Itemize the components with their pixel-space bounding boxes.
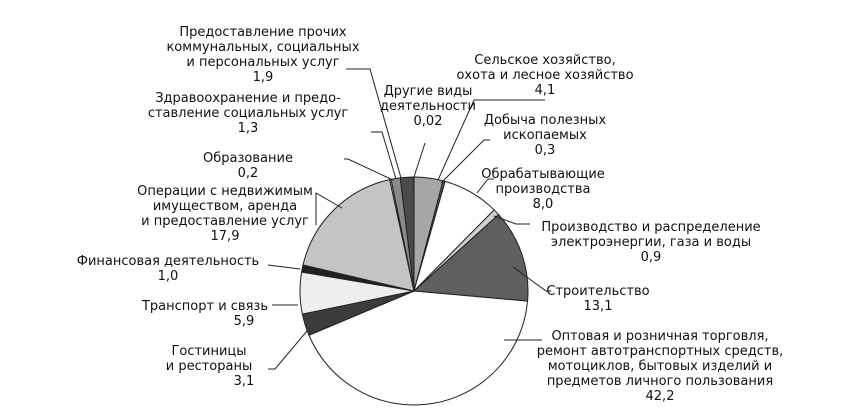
slice-value-8: 1,0 <box>157 269 179 284</box>
slice-label-line: электроэнергии, газа и воды <box>550 235 752 250</box>
slice-value-11: 1,3 <box>237 121 259 136</box>
slice-value-12: 1,9 <box>252 70 274 85</box>
slice-label-line: ремонт автотранспортных средств, <box>536 344 784 359</box>
slice-value-7: 5,9 <box>233 314 255 329</box>
slice-label-4 <box>546 284 649 299</box>
leader-line-13 <box>414 143 425 177</box>
slice-value-10: 0,2 <box>237 166 259 181</box>
slice-label-line: Обрабатывающие <box>481 167 605 182</box>
slice-label-line: коммунальных, социальных <box>166 40 360 55</box>
slice-label-9 <box>137 184 313 229</box>
slice-label-line: Образование <box>203 151 293 166</box>
slice-label-line: Сельское хозяйство, <box>474 53 616 68</box>
slice-label-11 <box>148 91 349 121</box>
slice-label-line: Оптовая и розничная торговля, <box>551 329 769 344</box>
slice-label-13 <box>380 84 476 114</box>
slice-label-2 <box>481 167 605 197</box>
slice-value-9: 17,9 <box>210 229 240 244</box>
slice-label-line: Операции с недвижимым <box>137 184 313 199</box>
slice-label-line: и рестораны <box>165 359 253 374</box>
slice-label-line: Гостиницы <box>171 344 247 359</box>
slice-label-line: Добыча полезных <box>483 113 607 128</box>
slice-label-line: мотоциклов, бытовых изделий и <box>547 359 773 374</box>
slice-label-line: Производство и распределение <box>541 220 761 235</box>
slice-label-line: Другие виды <box>383 84 473 99</box>
slice-label-line: ископаемых <box>503 128 587 143</box>
slice-label-10 <box>203 151 293 166</box>
leader-line-6 <box>268 331 307 369</box>
slice-label-line: Строительство <box>546 284 650 299</box>
slice-label-line: Финансовая деятельность <box>76 254 260 269</box>
slice-value-1: 0,3 <box>534 143 556 158</box>
pie-slices <box>300 177 528 405</box>
slice-label-3 <box>541 220 760 250</box>
slice-label-line: и персональных услуг <box>186 55 340 70</box>
slice-label-line: производства <box>495 182 591 197</box>
slice-label-5 <box>537 329 784 389</box>
slice-label-1 <box>484 113 607 143</box>
leader-line-10 <box>344 159 393 180</box>
slice-value-2: 8,0 <box>532 197 554 212</box>
slice-value-5: 42,2 <box>645 389 675 404</box>
slice-label-line: Здравоохранение и предо- <box>155 91 341 106</box>
slice-value-6: 3,1 <box>233 374 255 389</box>
slice-value-13: 0,02 <box>413 114 443 129</box>
slice-label-12 <box>166 25 359 70</box>
slice-value-0: 4,1 <box>534 83 556 98</box>
slice-value-4: 13,1 <box>583 299 613 314</box>
slice-label-line: охота и лесное хозяйство <box>456 68 634 83</box>
slice-label-line: Транспорт и связь <box>141 299 269 314</box>
slice-label-7 <box>141 299 268 314</box>
slice-label-line: и предоставление услуг <box>141 214 309 229</box>
slice-value-3: 0,9 <box>640 250 662 265</box>
slice-label-line: предметов личного пользования <box>546 374 774 389</box>
slice-label-0 <box>456 53 633 83</box>
slice-label-6 <box>166 344 253 374</box>
slice-label-line: ставление социальных услуг <box>147 106 349 121</box>
slice-label-8 <box>77 254 259 269</box>
leader-line-8 <box>268 265 300 269</box>
slice-label-line: деятельности <box>380 99 476 114</box>
slice-label-line: имуществом, аренда <box>152 199 298 214</box>
slice-label-line: Предоставление прочих <box>179 25 347 40</box>
